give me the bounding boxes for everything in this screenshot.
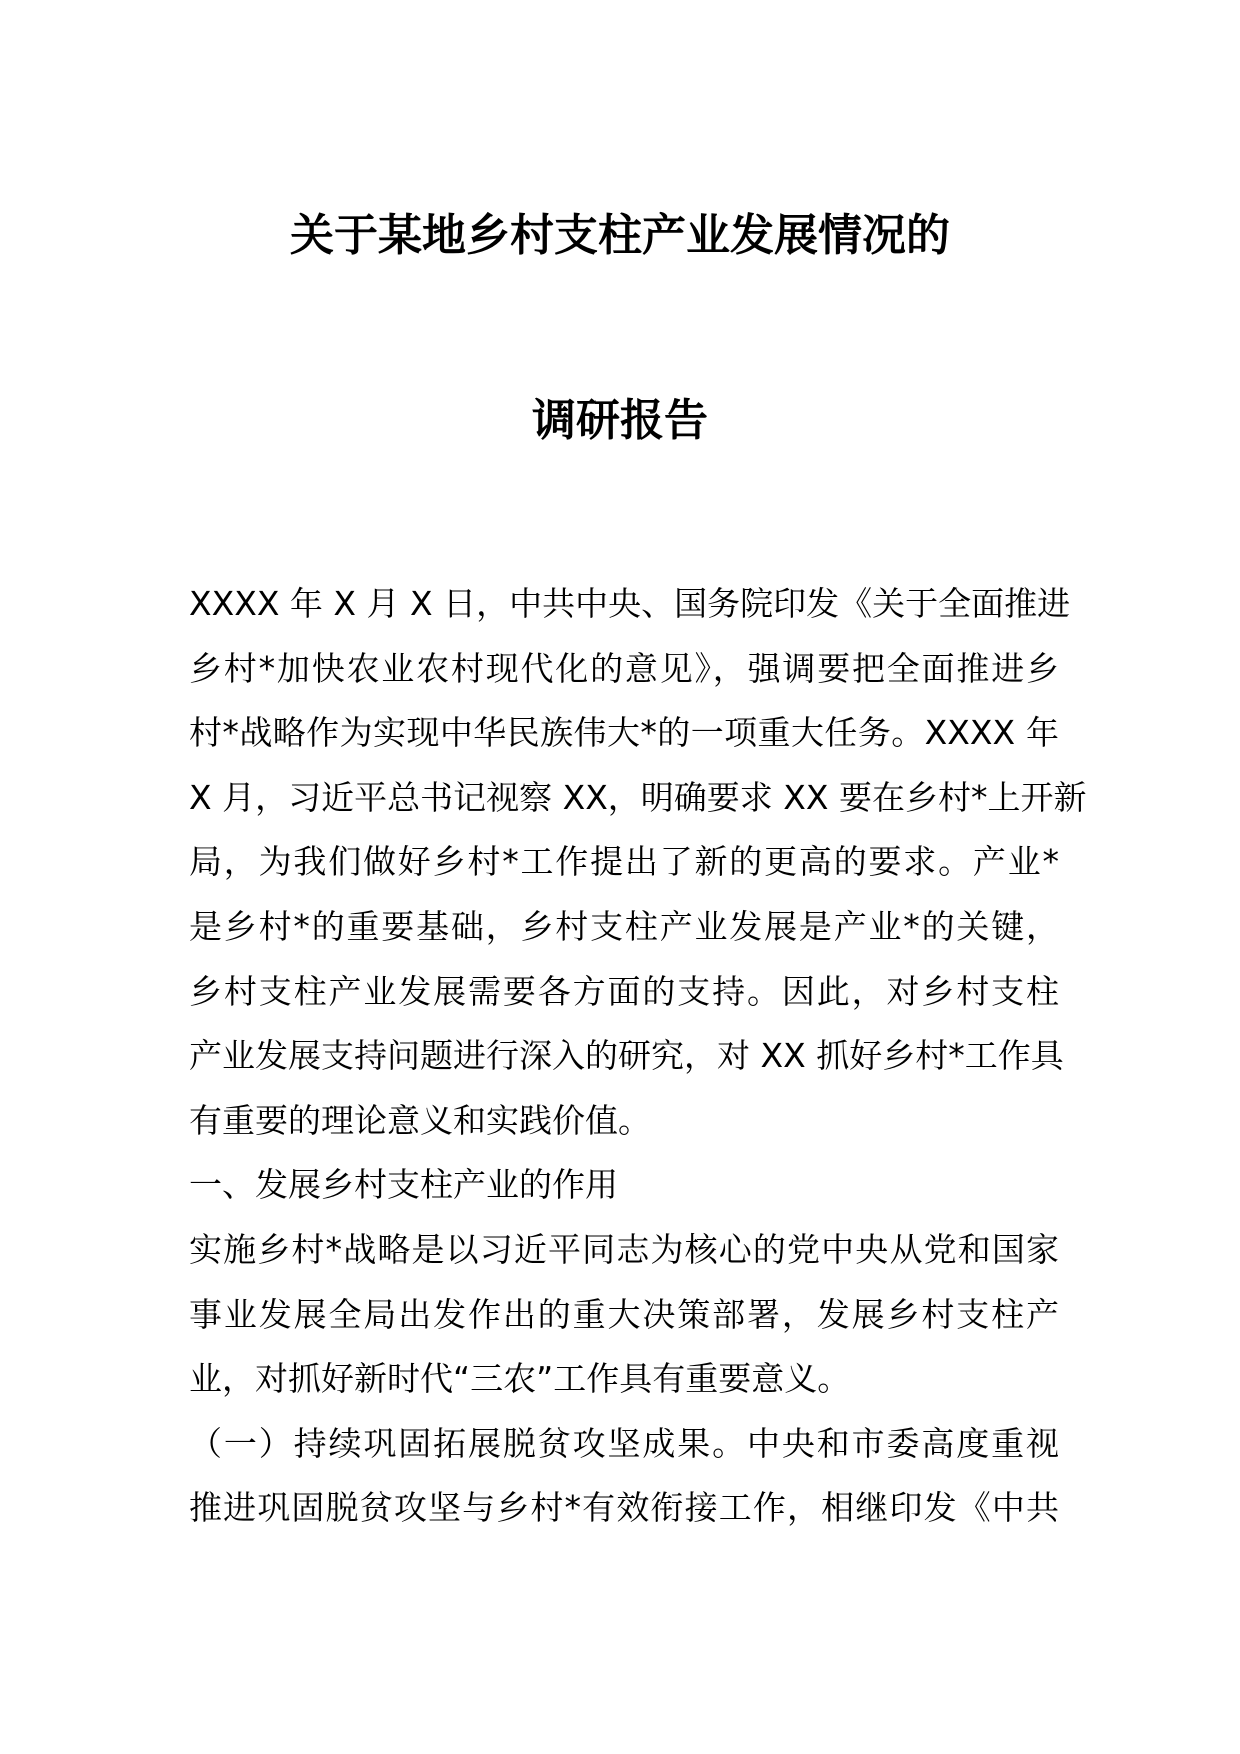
text-line: 产业发展支持问题进行深入的研究，对 XX 抓好乡村*工作具: [189, 1036, 1064, 1076]
text-line: 有重要的理论意义和实践价值。: [189, 1100, 651, 1140]
document-body: [189, 572, 1087, 1541]
text-line: 推进巩固脱贫攻坚与乡村*有效衔接工作，相继印发《中共: [189, 1488, 1059, 1528]
text-line: 业，对抓好新时代“三农”工作具有重要意义。: [189, 1359, 851, 1399]
text-line: 局，为我们做好乡村*工作提出了新的更高的要求。产业*: [189, 842, 1059, 882]
intro-paragraph: [189, 572, 1087, 1153]
section-heading: [189, 1153, 1059, 1218]
document-title-line-1: 关于某地乡村支柱产业发展情况的: [290, 210, 950, 261]
section-paragraph: [189, 1218, 1059, 1412]
text-line: XXXX 年 X 月 X 日，中共中央、国务院印发《关于全面推进: [189, 584, 1071, 623]
text-line: 乡村*加快农业农村现代化的意见》，强调要把全面推进乡: [189, 648, 1059, 688]
text-line: 事业发展全局出发作出的重大决策部署，发展乡村支柱产: [189, 1294, 1059, 1334]
text-line: 乡村支柱产业发展需要各方面的支持。因此，对乡村支柱: [189, 971, 1059, 1011]
text-line: 村*战略作为实现中华民族伟大*的一项重大任务。XXXX 年: [189, 713, 1059, 753]
text-line: X 月，习近平总书记视察 XX，明确要求 XX 要在乡村*上开新: [189, 777, 1087, 817]
text-line: 实施乡村*战略是以习近平同志为核心的党中央从党和国家: [189, 1229, 1059, 1269]
subsection-paragraph: [189, 1412, 1059, 1541]
document-title-line-2: 调研报告: [532, 395, 708, 446]
text-line: 一、发展乡村支柱产业的作用: [189, 1165, 618, 1205]
text-line: （一）持续巩固拓展脱贫攻坚成果。中央和市委高度重视: [189, 1423, 1059, 1463]
text-line: 是乡村*的重要基础，乡村支柱产业发展是产业*的关键，: [189, 906, 1059, 946]
